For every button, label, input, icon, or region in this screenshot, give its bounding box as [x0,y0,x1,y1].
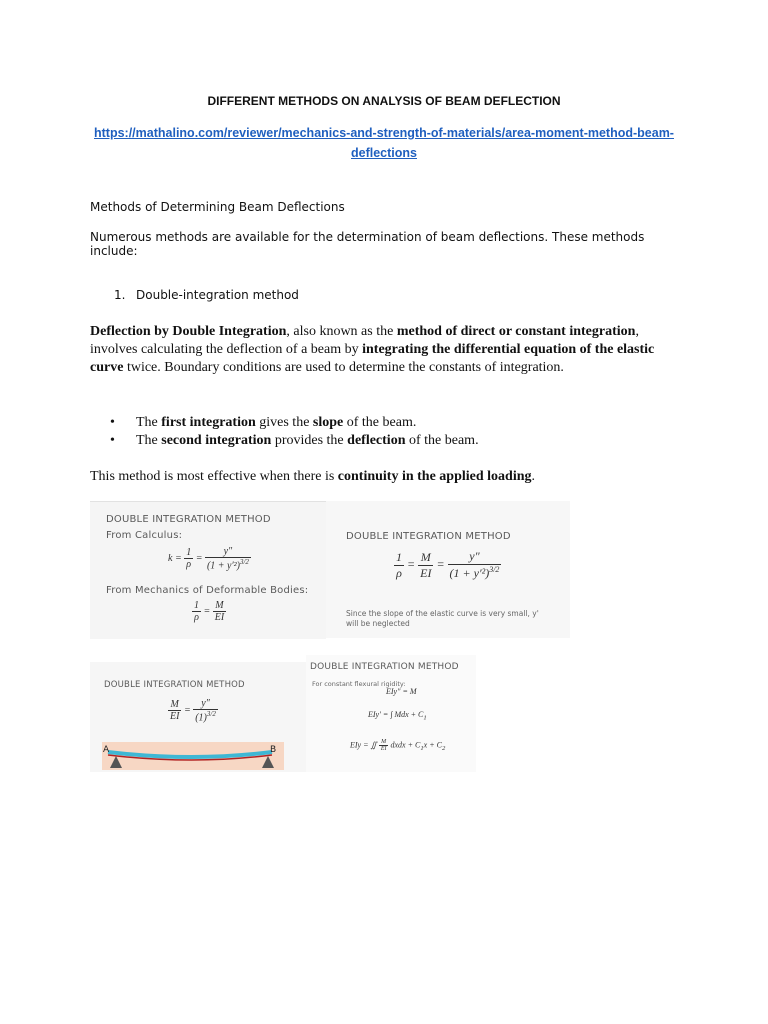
document-title: DIFFERENT METHODS ON ANALYSIS OF BEAM DEFLECTION [207,94,561,108]
intro-text: Numerous methods are available for the determination of beam deflections. These methods include: [90,230,645,258]
moment-curvature-formula: $\frac{1}{\rho}$ = $\frac{M}{EI}$ [194,600,225,623]
equation-3: EIy = ∬ $\frac{M}{EI}$ dxdx + $C_1x + C_2$ [350,739,446,752]
equation-1: EIy" = M [386,687,417,696]
source-link-line1[interactable]: https://mathalino.com/reviewer/mechanics-and-strength-of-materials/area-moment-method-beam- [94,126,674,140]
figure-calculus [90,501,326,639]
text-run: This method is most effective when there is [90,469,338,484]
bold-term: Deflection by Double Integration [90,324,287,339]
bullet-item [110,414,416,432]
figure-note: Since the slope of the elastic curve is very small, y' [346,609,539,618]
text-run: . [531,469,536,484]
figure-subtitle: For constant flexural rigidity: [312,680,406,688]
list-item [114,288,299,302]
bold-term: second integration [161,433,272,448]
source-link[interactable] [90,123,678,163]
text-run: gives the [255,415,313,430]
bold-term: method of direct or constant integration [396,324,636,339]
text-run: , involves calculating the deflection of a beam by [90,324,639,357]
paragraph-double-integration [90,323,685,377]
bullet-dot: • [110,415,115,430]
combined-formula: $\frac{1}{\rho}$ = $\frac{M}{EI}$ = $\frac{y"}{(1 + y'^2)^{3/2}}$ [396,549,500,580]
simplified-formula: $\frac{M}{EI}$ = $\frac{y"}{(1)^{3/2}}$ [170,698,216,724]
figure-subtitle: From Mechanics of Deformable Bodies: [106,585,309,596]
text-run: The [136,433,162,448]
bullet-dot: • [110,433,115,448]
text-run: , also known as the [286,324,397,339]
figure-title: DOUBLE INTEGRATION METHOD [310,662,459,672]
list-item-text: Double-integration method [136,288,299,302]
figure-subtitle: From Calculus: [106,530,183,541]
bullet-item [110,432,479,450]
figure-combined [326,501,570,638]
figure-title: DOUBLE INTEGRATION METHOD [346,531,511,542]
bold-term: slope [312,415,344,430]
equation-2: EIy′ = ∫ Mdx + $C_1$ [368,710,427,722]
bold-term: deflection [347,433,406,448]
label-a: A [103,745,110,755]
section-heading: Methods of Determining Beam Deflections [90,200,345,214]
source-link-line2[interactable]: deflections [351,146,417,160]
bold-term: integrating the differential equation of the elastic curve [90,342,655,375]
figure-note: will be neglected [346,619,410,628]
text-run: The [136,415,162,430]
text-run: provides the [271,433,348,448]
text-run: of the beam. [343,415,417,430]
beam-diagram [102,742,284,770]
figure-constant-rigidity [306,655,476,772]
bold-term: first integration [161,415,256,430]
figure-title: DOUBLE INTEGRATION METHOD [104,680,245,690]
list-number: 1. [114,288,126,302]
figure-simplified [90,662,308,772]
paragraph-continuity [90,468,685,486]
text-run: of the beam. [405,433,479,448]
text-run: twice. Boundary conditions are used to determine the constants of integration. [123,360,564,375]
label-b: B [270,745,277,755]
curvature-formula: k = $\frac{1}{\rho}$ = $\frac{y"}{(1 + y'^2)^{3/2}}$ [168,546,249,572]
figure-title: DOUBLE INTEGRATION METHOD [106,514,271,525]
bold-term: continuity in the applied loading [337,469,532,484]
